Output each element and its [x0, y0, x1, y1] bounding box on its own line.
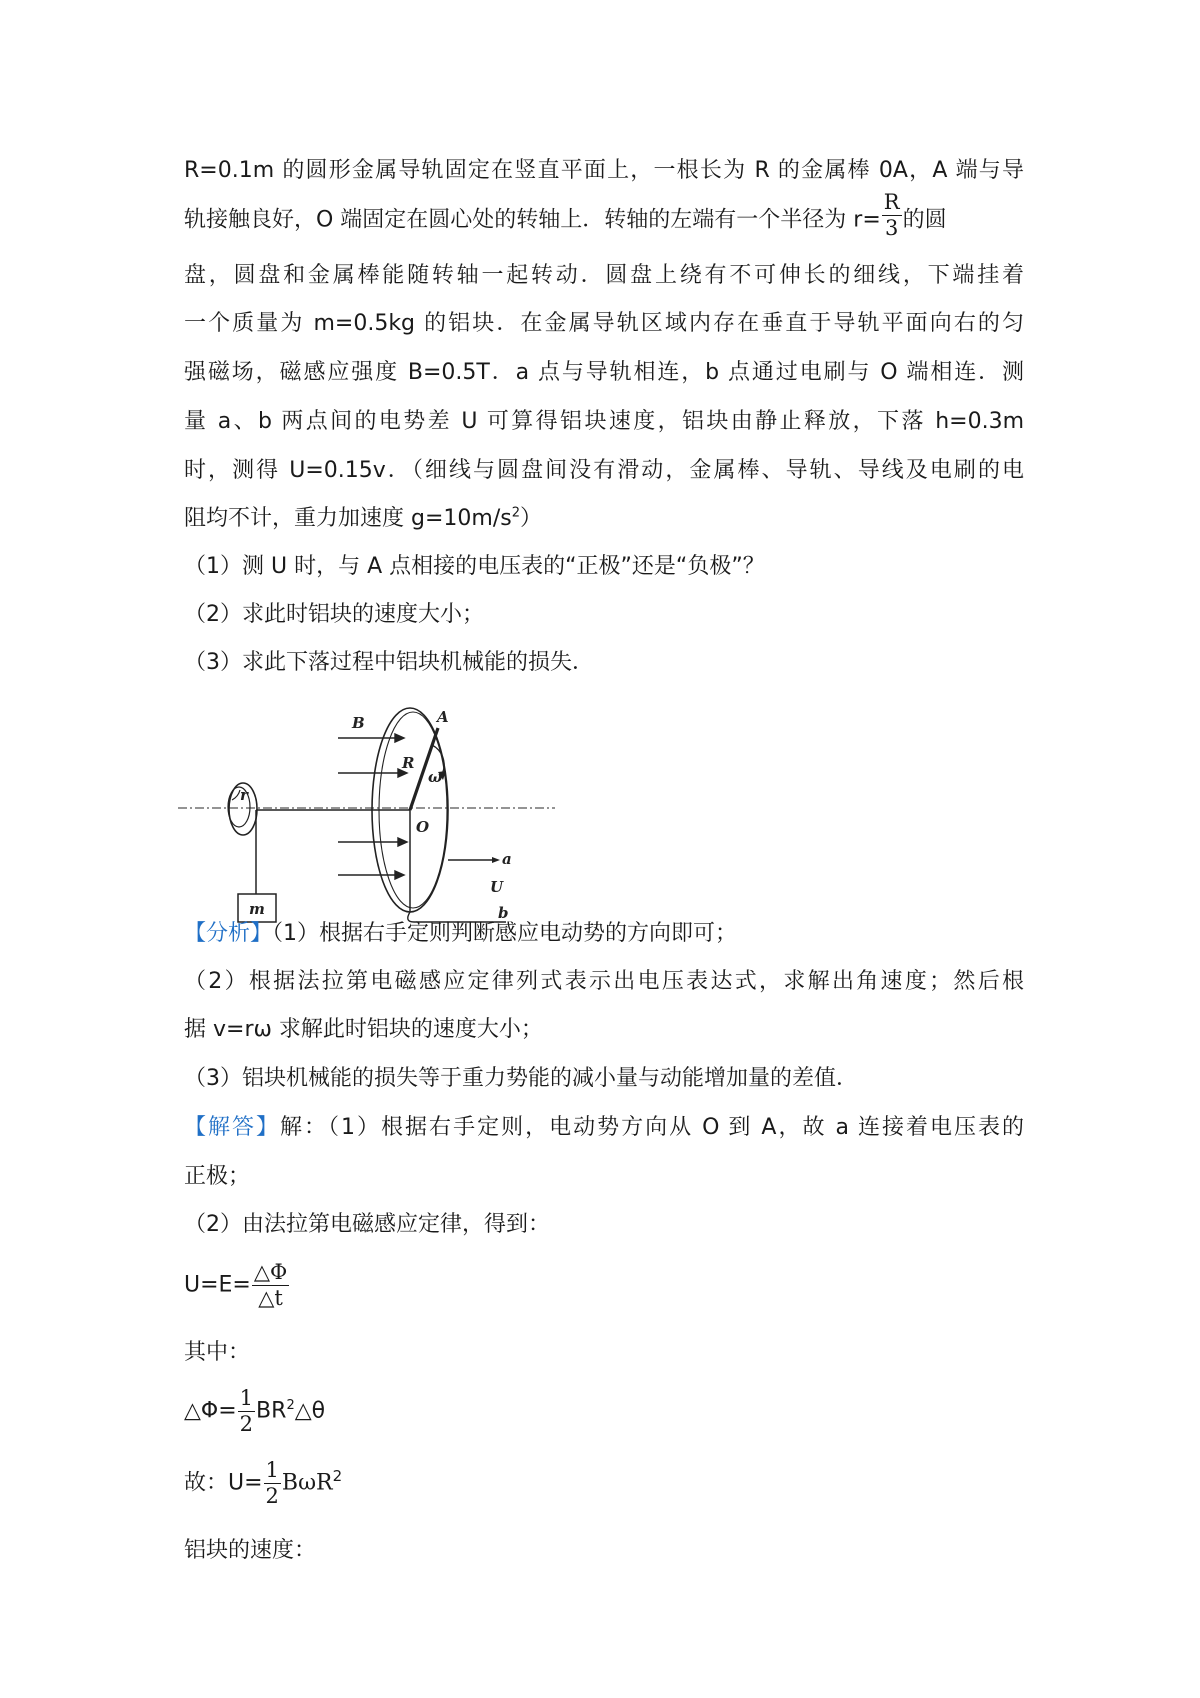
solution-qizhong: 其中：	[184, 1340, 251, 1365]
label-r: r	[240, 786, 248, 804]
question-1: （1）测 U 时，与 A 点相接的电压表的“正极”还是“负极”？	[184, 554, 765, 579]
question-3: （3）求此下落过程中铝块机械能的损失．	[184, 650, 594, 675]
problem-line-2	[184, 190, 947, 240]
question-2: （2）求此时铝块的速度大小；	[184, 602, 484, 627]
problem-line-2-text: 轨接触良好，O 端固定在圆心处的转轴上．转轴的左端有一个半径为 r=	[184, 207, 881, 233]
problem-line-1: R=0.1m 的圆形金属导轨固定在竖直平面上，一根长为 R 的金属棒 0A，A 端与导	[184, 158, 1024, 183]
eq3-fraction	[264, 1460, 281, 1507]
eq2-numerator: 1	[239, 1386, 254, 1410]
solution-line-1	[184, 1111, 1024, 1145]
problem-line-3: 盘，圆盘和金属棒能随转轴一起转动．圆盘上绕有不可伸长的细线，下端挂着	[184, 263, 1024, 288]
analysis-tag: 【分析】	[184, 921, 273, 946]
eq2-mid: BR	[256, 1398, 287, 1424]
label-o-point: O	[416, 818, 430, 836]
solution-text-1: 解：（1）根据右手定则，电动势方向从 O 到 A，故 a 连接着电压表的	[280, 1115, 1024, 1140]
eq1-prefix: U=E=	[184, 1272, 251, 1298]
problem-line-8-text: 阻均不计，重力加速度 g=10m/s	[184, 506, 512, 531]
equation-voltage	[184, 1460, 342, 1507]
eq3-denominator: 2	[265, 1484, 279, 1508]
label-terminal-b: b	[498, 904, 509, 922]
equation-emf	[184, 1262, 290, 1309]
solution-tag: 【解答】	[184, 1115, 281, 1140]
label-m: m	[249, 900, 265, 918]
problem-line-6: 量 a、b 两点间的电势差 U 可算得铝块速度，铝块由静止释放，下落 h=0.3m	[184, 409, 1024, 434]
solution-line-2: 正极；	[184, 1164, 251, 1189]
superscript-2: 2	[511, 505, 520, 521]
solution-last-line: 铝块的速度：	[184, 1538, 317, 1563]
eq2-prefix: △Φ=	[184, 1398, 237, 1424]
problem-line-8-tail: ）	[519, 506, 542, 531]
problem-line-8	[184, 502, 542, 536]
physics-figure	[170, 690, 570, 930]
fraction-numerator: R	[883, 190, 900, 214]
eq3-mid: BωR	[281, 1470, 333, 1496]
analysis-line-3: 据 v=rω 求解此时铝块的速度大小；	[184, 1017, 543, 1042]
analysis-line-2: （2）根据法拉第电磁感应定律列式表示出电压表达式，求解出角速度；然后根	[184, 969, 1024, 994]
label-b-field: B	[352, 714, 365, 732]
eq2-denominator: 2	[239, 1412, 254, 1436]
eq3-numerator: 1	[265, 1458, 279, 1482]
eq1-fraction	[252, 1262, 289, 1309]
label-omega: ω	[428, 768, 443, 786]
label-terminal-a: a	[502, 850, 512, 868]
eq1-denominator: △t	[258, 1286, 283, 1310]
equation-flux	[184, 1388, 325, 1435]
problem-line-4: 一个质量为 m=0.5kg 的铝块．在金属导轨区域内存在垂直于导轨平面向右的匀	[184, 311, 1024, 336]
label-voltage-u: U	[490, 878, 504, 896]
problem-line-5: 强磁场，磁感应强度 B=0.5T．a 点与导轨相连，b 点通过电刷与 O 端相连．测	[184, 360, 1024, 385]
eq2-tail: △θ	[294, 1398, 326, 1424]
solution-line-3: （2）由法拉第电磁感应定律，得到：	[184, 1212, 550, 1237]
analysis-line-4: （3）铝块机械能的损失等于重力势能的减小量与动能增加量的差值．	[184, 1066, 858, 1091]
terminal-a-arrowhead	[492, 857, 500, 863]
eq1-numerator: △Φ	[253, 1260, 288, 1284]
analysis-line-1	[184, 917, 737, 951]
fraction-denominator: 3	[885, 216, 899, 240]
label-a-point: A	[437, 708, 449, 726]
label-rod-r: R	[402, 754, 415, 772]
eq3-prefix: 故：U=	[184, 1470, 263, 1496]
analysis-text-1: （1）根据右手定则判断感应电动势的方向即可；	[272, 921, 738, 946]
eq2-fraction	[238, 1388, 255, 1435]
eq3-superscript: 2	[332, 1467, 343, 1486]
eq2-superscript: 2	[286, 1398, 295, 1414]
problem-line-2-tail: 的圆	[902, 207, 947, 233]
fraction-r-over-3	[882, 192, 902, 239]
problem-line-7: 时，测得 U=0.15v．（细线与圆盘间没有滑动，金属棒、导轨、导线及电刷的电	[184, 458, 1024, 483]
